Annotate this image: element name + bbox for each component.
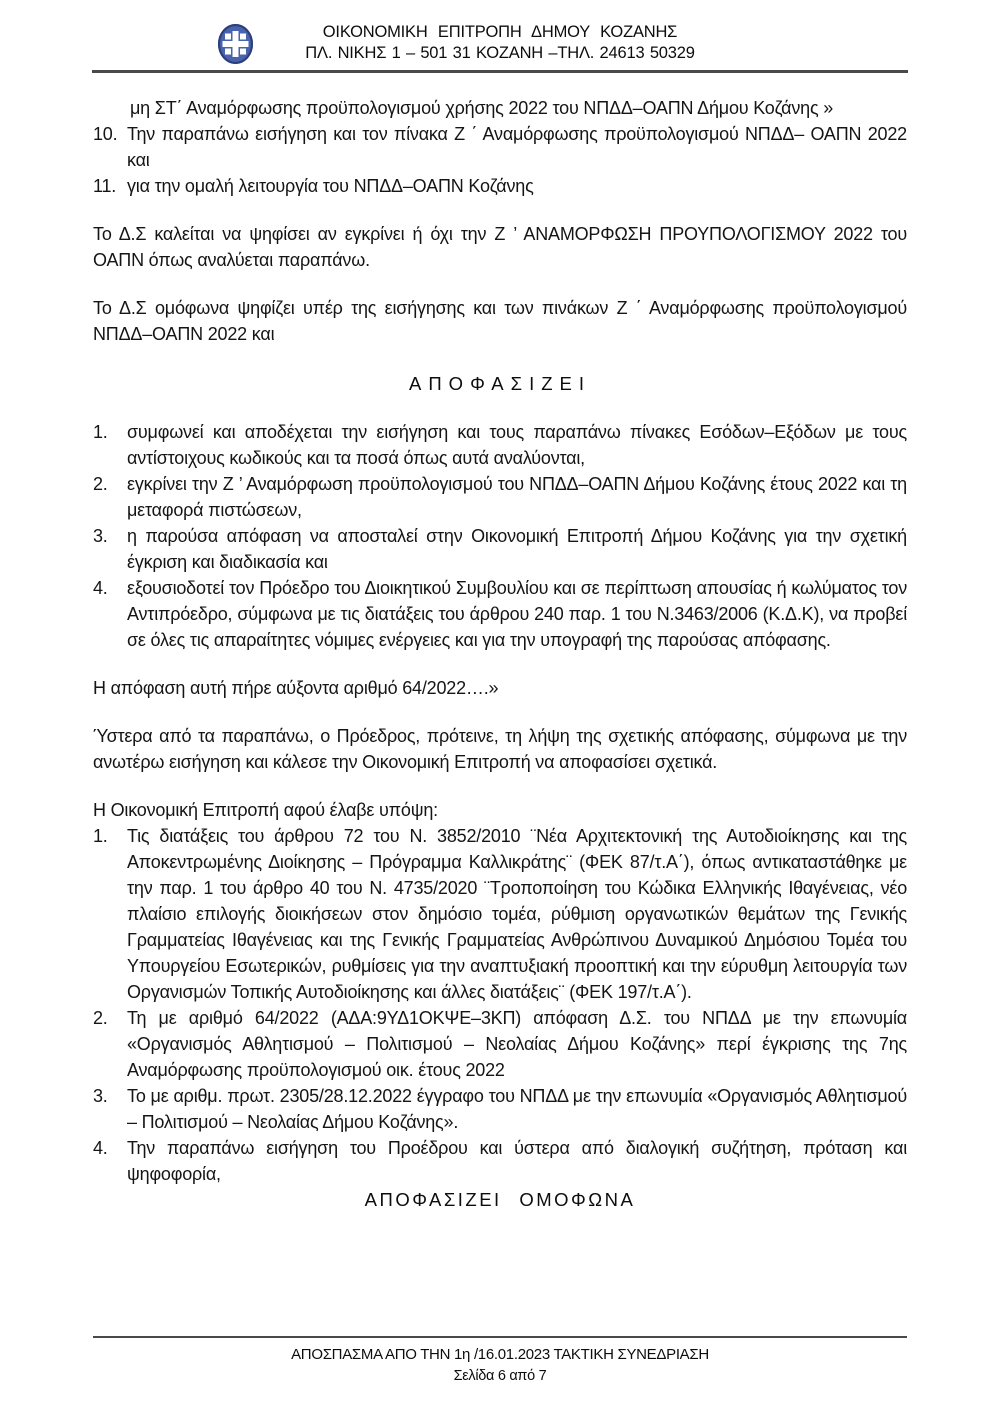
list-item [93, 823, 907, 1005]
list-item-text: Την παραπάνω εισήγηση και τον πίνακα Ζ ΄ Αναμόρφωσης προϋπολογισμού ΝΠΔΔ– ΟΑΠΝ 2022 και [127, 124, 907, 170]
list-item [93, 575, 907, 653]
list-item [93, 1083, 907, 1135]
list-item-text: Τη με αριθμό 64/2022 (ΑΔΑ:9ΥΔ1ΟΚΨΕ–3ΚΠ) απόφαση Δ.Σ. του ΝΠΔΔ με την επωνυμία «Οργανισμός Αθλητισμού – Πολιτισμού – Νεολαίας Δήμου Κοζάνης» περί έγκρισης της 7ης Αναμόρφωσης προϋπολογισμού οικ. έτους 2022 [127, 1008, 907, 1080]
document-header [92, 22, 908, 73]
list-item [93, 471, 907, 523]
list-item-text: Την παραπάνω εισήγηση του Προέδρου και ύστερα από διαλογική συζήτηση, πρόταση και ψηφοφορία, [127, 1138, 907, 1184]
paragraph-continuation: μη ΣΤ΄ Αναμόρφωσης προϋπολογισμού χρήσης 2022 του ΝΠΔΔ–ΟΑΠΝ Δήμου Κοζάνης » [130, 98, 834, 118]
paragraph-call-to-vote: Το Δ.Σ καλείται να ψηφίσει αν εγκρίνει ή όχι την Ζ ’ ΑΝΑΜΟΡΦΩΣΗ ΠΡΟΥΠΟΛΟΓΙΣΜΟΥ 2022 του ΟΑΠΝ όπως αναλύεται παραπάνω. [93, 224, 907, 270]
list-item-number: 11. [93, 176, 117, 196]
list-item-number: 1. [93, 826, 108, 846]
header-address-phone: ΠΛ. ΝΙΚΗΣ 1 – 501 31 ΚΟΖΑΝΗ –ΤΗΛ. 24613 50329 [305, 44, 695, 62]
considerations-numbered-list [93, 823, 907, 1187]
footer-session-info: ΑΠΟΣΠΑΣΜΑ ΑΠΟ ΤΗΝ 1η /16.01.2023 ΤΑΚΤΙΚΗ ΣΥΝΕΔΡΙΑΣΗ [291, 1346, 709, 1363]
paragraph-president-proposal: Ύστερα από τα παραπάνω, ο Πρόεδρος, πρότεινε, τη λήψη της σχετικής απόφασης, σύμφωνα με την ανωτέρω εισήγηση και κάλεσε την Οικονομική Επιτροπή να αποφασίσει σχετικά. [93, 726, 907, 772]
list-item-text: Το με αριθμ. πρωτ. 2305/28.12.2022 έγγραφο του ΝΠΔΔ με την επωνυμία «Οργανισμός Αθλητισμού – Πολιτισμού – Νεολαίας Δήμου Κοζάνης». [127, 1086, 907, 1132]
list-item [93, 1005, 907, 1083]
greek-emblem-logo [218, 24, 253, 64]
list-item-number: 10. [93, 124, 118, 144]
list-item-number: 2. [93, 474, 108, 494]
list-item-number: 4. [93, 578, 108, 598]
document-body [0, 73, 1000, 1213]
list-item-number: 2. [93, 1008, 108, 1028]
intro-numbered-list [93, 121, 907, 199]
list-item-text: η παρούσα απόφαση να αποσταλεί στην Οικονομική Επιτροπή Δήμου Κοζάνης για την σχετική έγκριση και διαδικασία και [127, 526, 907, 572]
list-item-text: συμφωνεί και αποδέχεται την εισήγηση και τους παραπάνω πίνακες Εσόδων–Εξόδων με τους αντίστοιχους κωδικούς και τα ποσά όπως αυτά αναλύονται, [127, 422, 907, 468]
list-item-text: Τις διατάξεις του άρθρου 72 του Ν. 3852/2010 ¨Νέα Αρχιτεκτονική της Αυτοδιοίκησης και της Αποκεντρωμένης Διοίκησης – Πρόγραμμα Καλλικράτης¨ (ΦΕΚ 87/τ.Α΄), όπως αντικαταστάθηκε με την παρ. 1 του άρθρο 40 του Ν. 4735/2020 ¨Τροποποίηση του Κώδικα Ελληνικής Ιθαγένειας, νέο πλαίσιο επιλογής διοικήσεων στον δημόσιο τομέα, ρύθμιση οργανωτικών θεμάτων της Γενικής Γραμματείας Ιθαγένειας και της Γενικής Γραμματείας Ανθρώπινου Δυναμικού Δημόσιου Τομέα του Υπουργείου Εσωτερικών, ρυθμίσεις για την αναπτυξιακή προοπτική και την εύρυθμη λειτουργία των Οργανισμών Τοπικής Αυτοδιοίκησης και άλλες διατάξεις¨ (ΦΕΚ 197/τ.Α΄). [127, 826, 907, 1002]
list-item-number: 1. [93, 422, 108, 442]
list-item-text: εγκρίνει την Ζ ’ Αναμόρφωση προϋπολογισμού του ΝΠΔΔ–ΟΑΠΝ Δήμου Κοζάνης έτους 2022 και τη μεταφορά πιστώσεων, [127, 474, 907, 520]
list-item [93, 1135, 907, 1187]
list-item [93, 121, 907, 173]
header-committee-title: ΟΙΚΟΝΟΜΙΚΗ ΕΠΙΤΡΟΠΗ ΔΗΜΟΥ ΚΟΖΑΝΗΣ [322, 23, 678, 41]
list-item-text: για την ομαλή λειτουργία του ΝΠΔΔ–ΟΑΠΝ Κοζάνης [127, 176, 534, 196]
list-item-number: 3. [93, 1086, 108, 1106]
paragraph-decision-number: Η απόφαση αυτή πήρε αύξοντα αριθμό 64/2022….» [93, 678, 499, 698]
decision-numbered-list [93, 419, 907, 653]
list-item-number: 3. [93, 526, 108, 546]
paragraph-unanimous-vote: Το Δ.Σ ομόφωνα ψηφίζει υπέρ της εισήγησης και των πινάκων Ζ ΄ Αναμόρφωσης προϋπολογισμού ΝΠΔΔ–ΟΑΠΝ 2022 και [93, 298, 907, 344]
list-item [93, 173, 907, 199]
heading-decides: ΑΠΟΦΑΣΙΖΕΙ [408, 373, 591, 394]
document-footer [93, 1336, 907, 1386]
list-item-text: εξουσιοδοτεί τον Πρόεδρο του Διοικητικού Συμβουλίου και σε περίπτωση απουσίας ή κωλύματος τον Αντιπρόεδρο, σύμφωνα με τις διατάξεις του άρθρου 240 παρ. 1 του Ν.3463/2006 (Κ.Δ.Κ), να προβεί σε όλες τις απαραίτητες νόμιμες ενέργειες και για την υπογραφή της παρούσας απόφασης. [127, 578, 907, 650]
greek-emblem-icon [218, 24, 253, 64]
paragraph-committee-considered: Η Οικονομική Επιτροπή αφού έλαβε υπόψη: [93, 800, 438, 820]
list-item [93, 419, 907, 471]
heading-decides-unanimously: ΑΠΟΦΑΣΙΖΕΙ ΟΜΟΦΩΝΑ [364, 1189, 636, 1210]
footer-page-number: Σελίδα 6 από 7 [453, 1368, 547, 1384]
list-item [93, 523, 907, 575]
list-item-number: 4. [93, 1138, 108, 1158]
